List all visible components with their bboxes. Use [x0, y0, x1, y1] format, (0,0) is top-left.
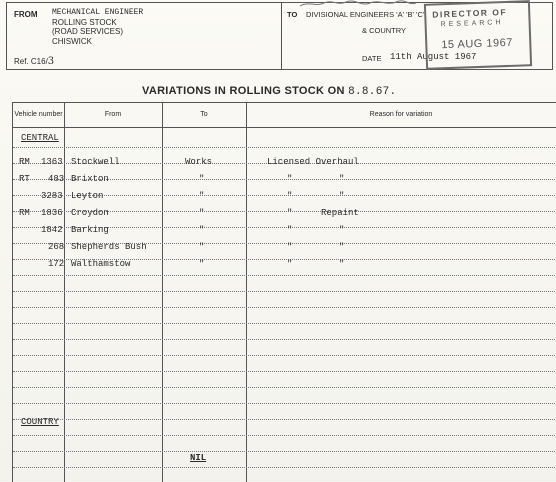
col-header-to: To	[200, 111, 208, 118]
from-line: MECHANICAL ENGINEER	[52, 8, 144, 17]
from-depot: Leyton	[71, 191, 104, 201]
vehicle-number: 172	[48, 259, 65, 269]
reason-detail: "	[339, 174, 345, 184]
from-line: CHISWICK	[52, 36, 92, 46]
to-destination: "	[199, 225, 205, 235]
column-divider	[246, 103, 247, 482]
vehicle-number: 1836	[41, 208, 63, 218]
row-rule	[13, 291, 556, 292]
to-recipients: DIVISIONAL ENGINEERS 'A' 'B' 'C'	[306, 10, 425, 19]
reason: "	[287, 259, 293, 269]
from-line: ROLLING STOCK	[52, 17, 117, 27]
vehicle-prefix: RM	[19, 157, 30, 167]
from-depot: Brixton	[71, 174, 109, 184]
row-rule	[13, 435, 556, 436]
to-destination: Works	[185, 157, 213, 167]
stamp-line: DIRECTOR OF	[432, 6, 508, 20]
row-rule	[13, 307, 556, 308]
ref-label: Ref. C16/	[14, 57, 48, 66]
vehicle-number: 268	[48, 242, 65, 252]
reason: "	[287, 208, 293, 218]
date-value: 11th August 1967	[390, 52, 477, 62]
to-destination: "	[199, 174, 205, 184]
vehicle-number: 1842	[41, 225, 63, 235]
vehicle-number: 483	[48, 174, 65, 184]
from-depot: Stockwell	[71, 157, 120, 167]
reason: "	[287, 174, 293, 184]
stamp-line: RESEARCH	[440, 19, 504, 29]
vehicle-prefix: RT	[19, 174, 30, 184]
row-rule	[13, 147, 556, 148]
section-country: COUNTRY	[21, 417, 59, 427]
column-divider	[162, 103, 163, 482]
from-depot: Barking	[71, 225, 109, 235]
reason-detail: Repaint	[321, 208, 359, 218]
variations-table	[12, 102, 556, 482]
reason-detail: "	[339, 191, 345, 201]
row-rule	[13, 323, 556, 324]
to-destination: "	[199, 208, 205, 218]
section-central: CENTRAL	[21, 133, 59, 143]
reason: "	[287, 191, 293, 201]
row-rule	[13, 451, 556, 452]
row-rule	[13, 387, 556, 388]
from-depot: Shepherds Bush	[71, 242, 147, 252]
from-line: (ROAD SERVICES)	[52, 27, 123, 36]
reason: Licensed Overhaul	[267, 157, 359, 167]
row-rule	[13, 403, 556, 404]
title-text: VARIATIONS IN ROLLING STOCK ON	[142, 85, 345, 97]
column-divider	[64, 103, 65, 482]
to-destination: "	[199, 259, 205, 269]
col-header-reason: Reason for variation	[369, 111, 433, 118]
from-label: FROM	[14, 10, 38, 19]
vehicle-prefix: RM	[19, 208, 30, 218]
ref-number: 3	[47, 56, 55, 67]
to-country: & COUNTRY	[362, 26, 407, 35]
row-rule	[13, 467, 556, 468]
date-label: DATE	[362, 54, 382, 63]
reason-detail: "	[339, 259, 345, 269]
from-depot: Croydon	[71, 208, 109, 218]
vehicle-number: 1363	[41, 157, 63, 167]
header-rule	[13, 127, 556, 128]
vehicle-number: 3283	[41, 191, 63, 201]
reason: "	[287, 225, 293, 235]
col-header-vehicle: Vehicle number	[14, 111, 63, 118]
row-rule	[13, 339, 556, 340]
handwritten-scribble	[298, 0, 418, 8]
reason: "	[287, 242, 293, 252]
reference	[14, 56, 54, 67]
to-label: TO	[287, 10, 298, 19]
row-rule	[13, 371, 556, 372]
from-depot: Walthamstow	[71, 259, 131, 269]
page-title	[142, 85, 396, 98]
to-destination: "	[199, 191, 205, 201]
row-rule	[13, 355, 556, 356]
stamp-date: 15 AUG 1967	[441, 36, 514, 52]
to-destination: "	[199, 242, 205, 252]
reason-detail: "	[339, 242, 345, 252]
reason-detail: "	[339, 225, 345, 235]
nil-entry: NIL	[190, 453, 207, 463]
row-rule	[13, 419, 556, 420]
row-rule	[13, 275, 556, 276]
col-header-from: From	[104, 111, 122, 118]
received-stamp	[424, 0, 532, 70]
title-date: 8.8.67.	[348, 86, 397, 98]
from-address	[52, 8, 143, 46]
